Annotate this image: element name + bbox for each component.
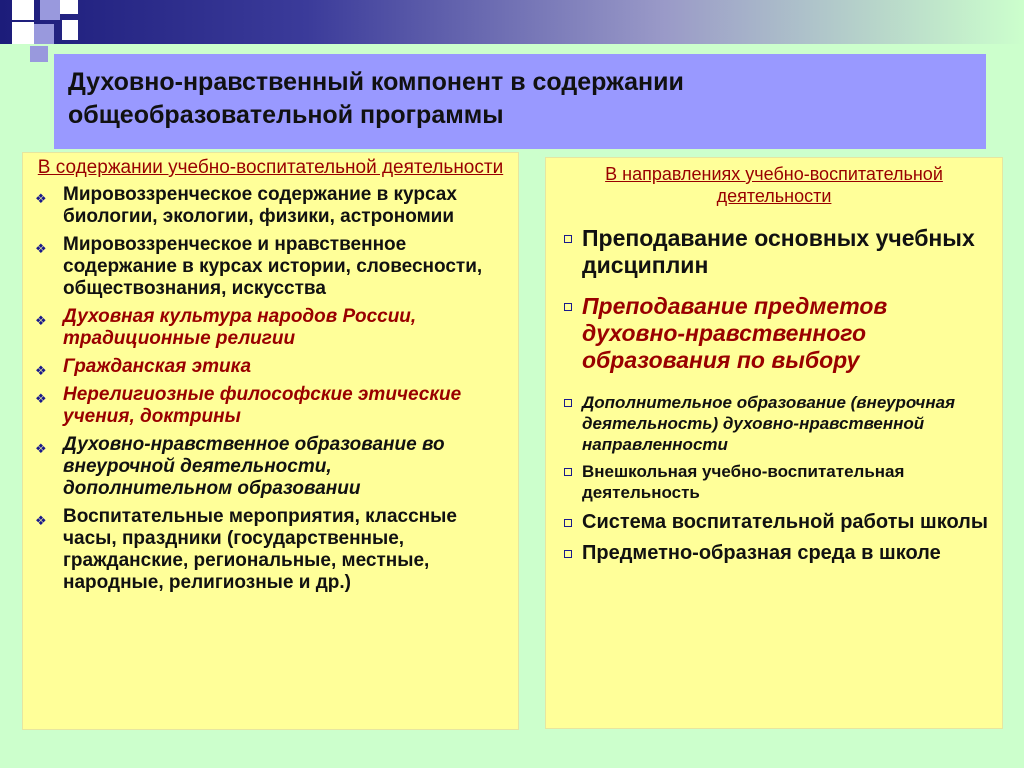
list-item: Система воспитательной работы школы [556,511,992,534]
list-item: ❖ Воспитательные мероприятия, классные часы, праздники (государственные, гражданские, региональные, местные, народные, религиозные и др.) [35,506,457,593]
square-bullet-icon [564,235,572,243]
list-item: Преподавание основных учебных дисциплин [556,225,992,279]
diamond-bullet-icon: ❖ [35,363,47,378]
square-bullet-icon [564,399,572,407]
decor-square [30,46,48,62]
page-title: Духовно-нравственный компонент в содержании общеобразовательной программы [68,68,684,129]
list-item: Внешкольная учебно-воспитательная деятельность [556,461,992,503]
list-item: ❖ Мировоззренческое содержание в курсах биологии, экологии, физики, астрономии [35,184,457,227]
diamond-bullet-icon: ❖ [35,513,47,528]
decor-square [12,0,34,20]
list-item: Дополнительное образование (внеурочная деятельность) духовно-нравственной направленности [556,392,992,455]
list-item: Предметно-образная среда в школе [556,542,992,565]
square-bullet-icon [564,550,572,558]
decor-square [62,20,78,40]
square-bullet-icon [564,303,572,311]
right-column [545,157,1003,729]
square-bullet-icon [564,468,572,476]
decor-square [40,0,60,20]
title-box [54,54,986,149]
left-column-heading: В содержании учебно-воспитательной деятельности [37,157,504,178]
diamond-bullet-icon: ❖ [35,441,47,456]
right-column-heading: В направлениях учебно-воспитательной деятельности [605,164,943,206]
list-item: Преподавание предметов духовно-нравственного образования по выбору [556,293,992,374]
diamond-bullet-icon: ❖ [35,191,47,206]
decor-square [34,24,54,44]
left-list [35,184,506,594]
decorative-header-bar [0,0,1024,44]
diamond-bullet-icon: ❖ [35,391,47,406]
diamond-bullet-icon: ❖ [35,241,47,256]
decor-square [60,0,78,14]
list-item: ❖ Мировоззренческое и нравственное содержание в курсах истории, словесности, обществознания, искусства [35,234,483,299]
list-item: ❖ Гражданская этика [35,356,506,378]
right-list [556,225,992,565]
square-bullet-icon [564,519,572,527]
diamond-bullet-icon: ❖ [35,313,47,328]
left-column [22,152,519,730]
list-item: ❖ Духовная культура народов России, традиционные религии [35,306,417,349]
list-item: ❖ Нерелигиозные философские этические учения, доктрины [35,384,462,427]
list-item: ❖ Духовно-нравственное образование во внеурочной деятельности, дополнительном образовании [35,434,445,499]
decor-square [12,22,34,44]
